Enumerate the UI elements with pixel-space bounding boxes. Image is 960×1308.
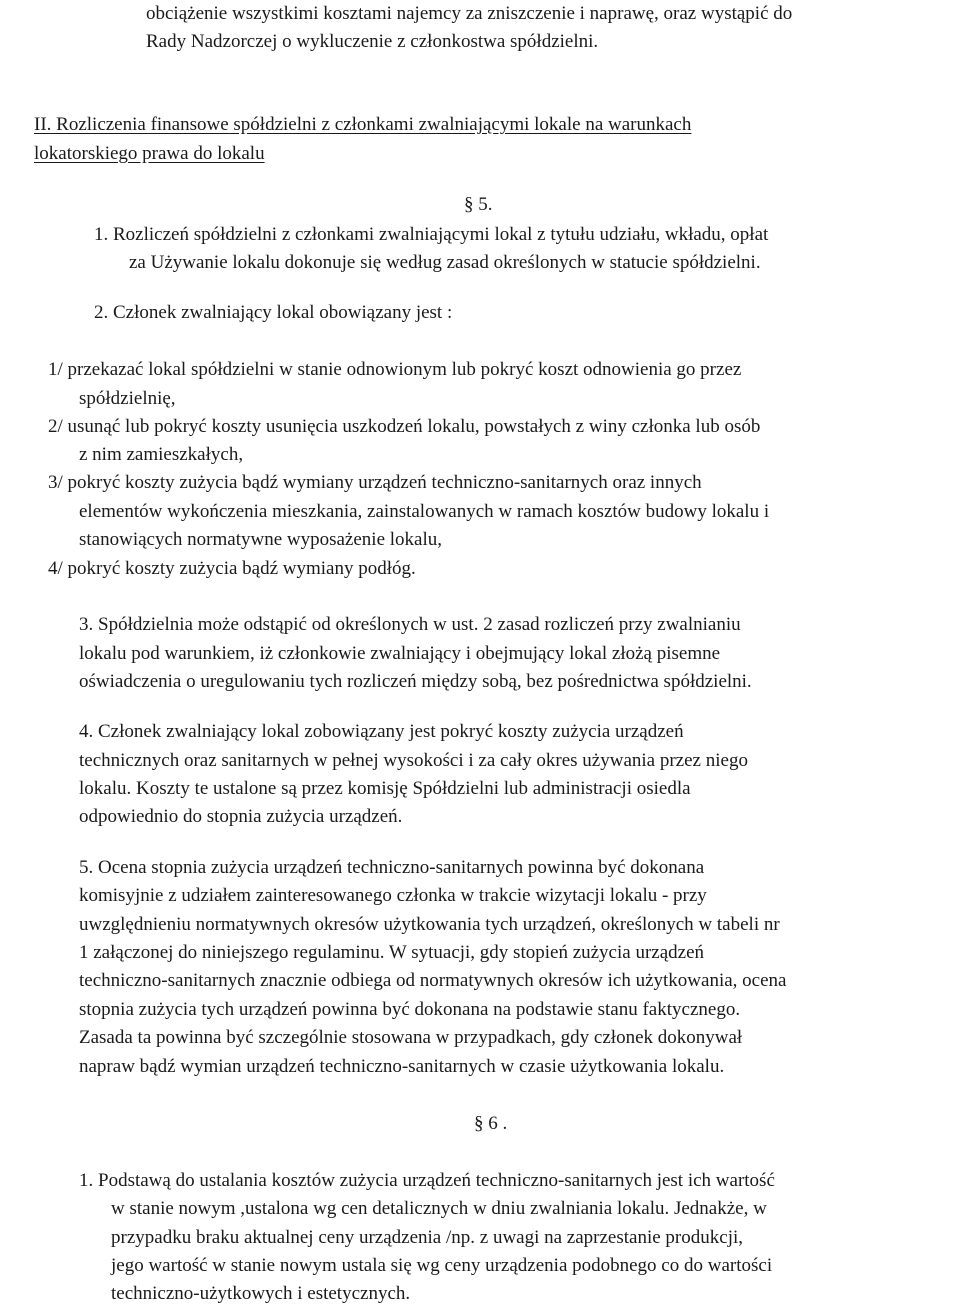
p5-item-5-line-5: techniczno-sanitarnych znacznie odbiega od normatywnych okresów ich użytkowania, ocena xyxy=(79,970,787,991)
p5-item-5-line-7: Zasada ta powinna być szczególnie stosowana w przypadkach, gdy członek dokonywał xyxy=(79,1027,743,1048)
p5-item-1-line-2: za Używanie lokalu dokonuje się według zasad określonych w statucie spółdzielni. xyxy=(129,252,761,273)
p5-item-3-line-1: 3. Spółdzielnia może odstąpić od określonych w ust. 2 zasad rozliczeń przy zwalnianiu xyxy=(79,614,741,635)
p5-item-2-point-3-line-3: stanowiących normatywne wyposażenie lokalu, xyxy=(79,529,442,550)
p5-item-5-line-6: stopnia zużycia tych urządzeń powinna być dokonana na podstawie stanu faktycznego. xyxy=(79,999,741,1020)
p6-item-1-line-4: jego wartość w stanie nowym ustala się wg ceny urządzenia podobnego co do wartości xyxy=(111,1255,773,1276)
intro-line-2: Rady Nadzorczej o wykluczenie z członkostwa spółdzielni. xyxy=(146,31,599,52)
p5-item-4-line-2: technicznych oraz sanitarnych w pełnej wysokości i za cały okres używania przez niego xyxy=(79,750,748,771)
p6-item-1-line-2: w stanie nowym ,ustalona wg cen detalicznych w dniu zwalniania lokalu. Jednakże, w xyxy=(111,1198,767,1219)
p5-item-2-point-2-line-2: z nim zamieszkałych, xyxy=(79,444,244,465)
paragraph-5-heading: § 5. xyxy=(464,194,493,215)
intro-line-1: obciążenie wszystkimi kosztami najemcy za zniszczenie i naprawę, oraz wystąpić do xyxy=(146,3,793,24)
p5-item-2-point-2-line-1: 2/ usunąć lub pokryć koszty usunięcia uszkodzeń lokalu, powstałych z winy członka lub osób xyxy=(48,416,761,437)
p5-item-2-point-1-line-2: spółdzielnię, xyxy=(79,388,176,409)
p6-item-1-line-5: techniczno-użytkowych i estetycznych. xyxy=(111,1283,411,1304)
p5-item-1-line-1: 1. Rozliczeń spółdzielni z członkami zwalniającymi lokal z tytułu udziału, wkładu, opłat xyxy=(94,224,769,245)
p5-item-4-line-4: odpowiednio do stopnia zużycia urządzeń. xyxy=(79,806,403,827)
p5-item-5-line-8: napraw bądź wymian urządzeń techniczno-sanitarnych w czasie użytkowania lokalu. xyxy=(79,1056,725,1077)
p5-item-5-line-4: 1 załączonej do niniejszego regulaminu. W sytuacji, gdy stopień zużycia urządzeń xyxy=(79,942,705,963)
p5-item-2-intro: 2. Członek zwalniający lokal obowiązany jest : xyxy=(94,302,453,323)
p6-item-1-line-3: przypadku braku aktualnej ceny urządzenia /np. z uwagi na zaprzestanie produkcji, xyxy=(111,1227,744,1248)
section-heading-line-1: II. Rozliczenia finansowe spółdzielni z członkami zwalniającymi lokale na warunkach xyxy=(34,114,692,135)
section-heading-line-2: lokatorskiego prawa do lokalu xyxy=(34,143,265,164)
p5-item-4-line-3: lokalu. Koszty te ustalone są przez komisję Spółdzielni lub administracji osiedla xyxy=(79,778,691,799)
p5-item-2-point-3-line-2: elementów wykończenia mieszkania, zainstalowanych w ramach kosztów budowy lokalu i xyxy=(79,501,770,522)
p5-item-2-point-4-line-1: 4/ pokryć koszty zużycia bądź wymiany podłóg. xyxy=(48,558,416,579)
p6-item-1-line-1: 1. Podstawą do ustalania kosztów zużycia urządzeń techniczno-sanitarnych jest ich wartość xyxy=(79,1170,775,1191)
paragraph-6-heading: § 6 . xyxy=(474,1113,508,1134)
p5-item-2-point-1-line-1: 1/ przekazać lokal spółdzielni w stanie odnowionym lub pokryć koszt odnowienia go przez xyxy=(48,359,742,380)
p5-item-3-line-2: lokalu pod warunkiem, iż członkowie zwalniający i obejmujący lokal złożą pisemne xyxy=(79,643,721,664)
p5-item-3-line-3: oświadczenia o uregulowaniu tych rozliczeń między sobą, bez pośrednictwa spółdzielni. xyxy=(79,671,752,692)
p5-item-5-line-1: 5. Ocena stopnia zużycia urządzeń techniczno-sanitarnych powinna być dokonana xyxy=(79,857,705,878)
p5-item-2-point-3-line-1: 3/ pokryć koszty zużycia bądź wymiany urządzeń techniczno-sanitarnych oraz innych xyxy=(48,472,702,493)
p5-item-5-line-3: uwzględnieniu normatywnych okresów użytkowania tych urządzeń, określonych w tabeli nr xyxy=(79,914,780,935)
p5-item-4-line-1: 4. Członek zwalniający lokal zobowiązany jest pokryć koszty zużycia urządzeń xyxy=(79,721,684,742)
p5-item-5-line-2: komisyjnie z udziałem zainteresowanego członka w trakcie wizytacji lokalu - przy xyxy=(79,885,707,906)
